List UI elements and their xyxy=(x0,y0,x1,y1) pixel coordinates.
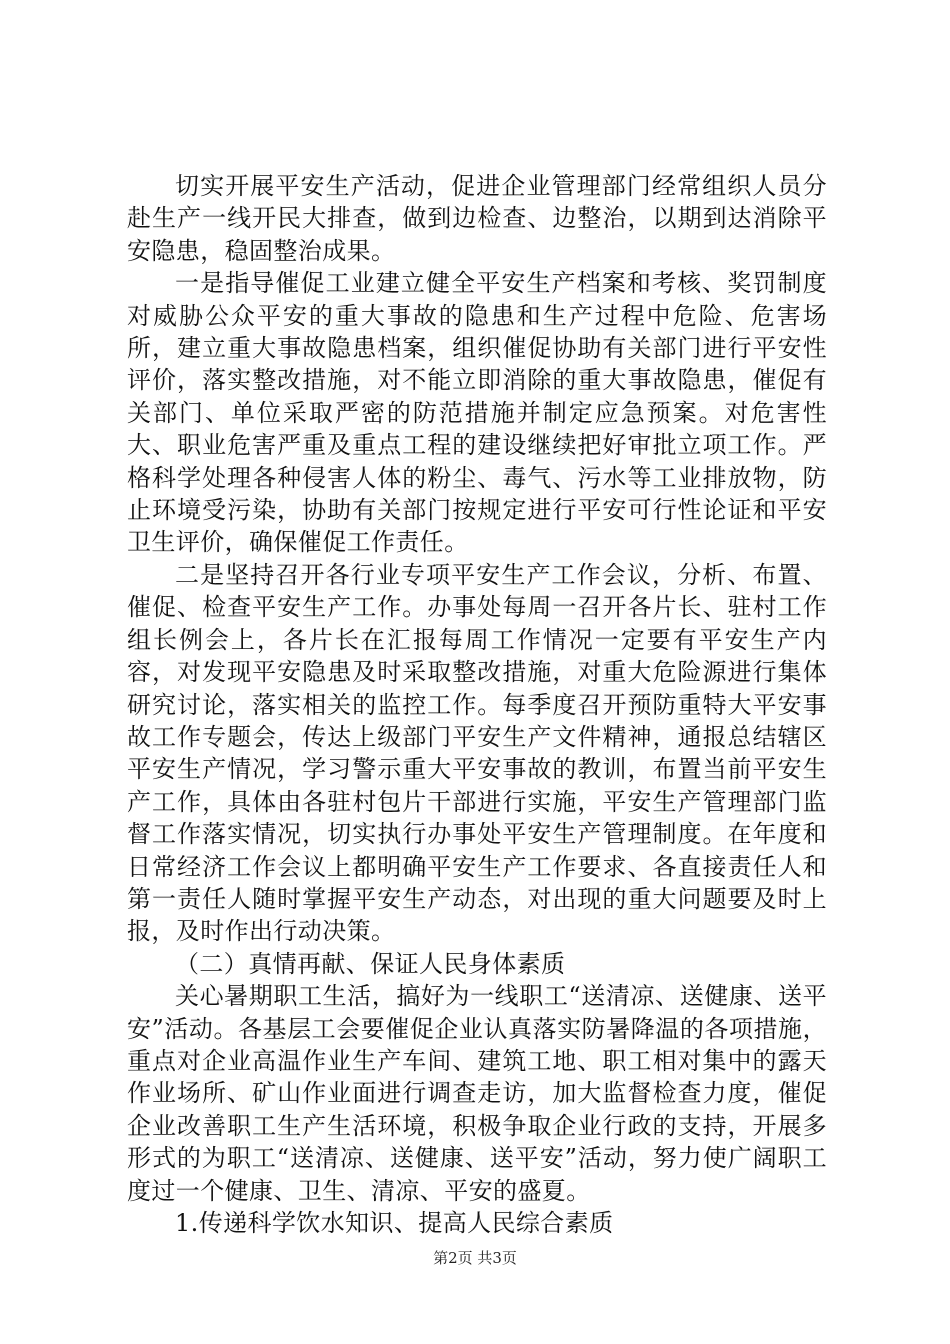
paragraph-point-two: 二是坚持召开各行业专项平安生产工作会议，分析、布置、催促、检查平安生产工作。办事处每周一召开各片长、驻村工作组长例会上，各片长在汇报每周工作情况一定要有平安生产内容，对发现平安隐患及时采取整改措施，对重大危险源进行集体研究讨论，落实相关的监控工作。每季度召开预防重特大平安事故工作专题会，传达上级部门平安生产文件精神，通报总结辖区平安生产情况，学习警示重大平安事故的教训，布置当前平安生产工作，具体由各驻村包片干部进行实施，平安生产管理部门监督工作落实情况，切实执行办事处平安生产管理制度。在年度和日常经济工作会议上都明确平安生产工作要求、各直接责任人和第一责任人随时掌握平安生产动态，对出现的重大问题要及时上报，及时作出行动决策。 xyxy=(127,560,827,946)
page-number-footer: 第2页 共3页 xyxy=(433,1249,517,1267)
paragraph-point-one: 一是指导催促工业建立健全平安生产档案和考核、奖罚制度对威胁公众平安的重大事故的隐患和生产过程中危险、危害场所，建立重大事故隐患档案，组织催促协助有关部门进行平安性评价，落实整改措施，对不能立即消除的重大事故隐患，催促有关部门、单位采取严密的防范措施并制定应急预案。对危害性大、职业危害严重及重点工程的建设继续把好审批立项工作。严格科学处理各种侵害人体的粉尘、毒气、污水等工业排放物，防止环境受污染，协助有关部门按规定进行平安可行性论证和平安卫生评价，确保催促工作责任。 xyxy=(127,269,827,557)
subsection-heading-one: 1.传递科学饮水知识、提高人民综合素质 xyxy=(175,1209,614,1237)
paragraph-intro: 切实开展平安生产活动，促进企业管理部门经常组织人员分赴生产一线开民大排查，做到边检查、边整治，以期到达消除平安隐患，稳固整治成果。 xyxy=(127,172,827,265)
section-heading-two: （二）真情再献、保证人民身体素质 xyxy=(175,949,566,978)
paragraph-summer-care: 关心暑期职工生活，搞好为一线职工“送清凉、送健康、送平安”活动。各基层工会要催促企业认真落实防暑降温的各项措施，重点对企业高温作业生产车间、建筑工地、职工相对集中的露天作业场所、矿山作业面进行调查走访，加大监督检查力度，催促企业改善职工生产生活环境，积极争取企业行政的支持，开展多形式的为职工“送清凉、送健康、送平安”活动，努力使广阔职工度过一个健康、卫生、清凉、平安的盛夏。 xyxy=(127,982,827,1205)
document-body xyxy=(127,170,827,1239)
